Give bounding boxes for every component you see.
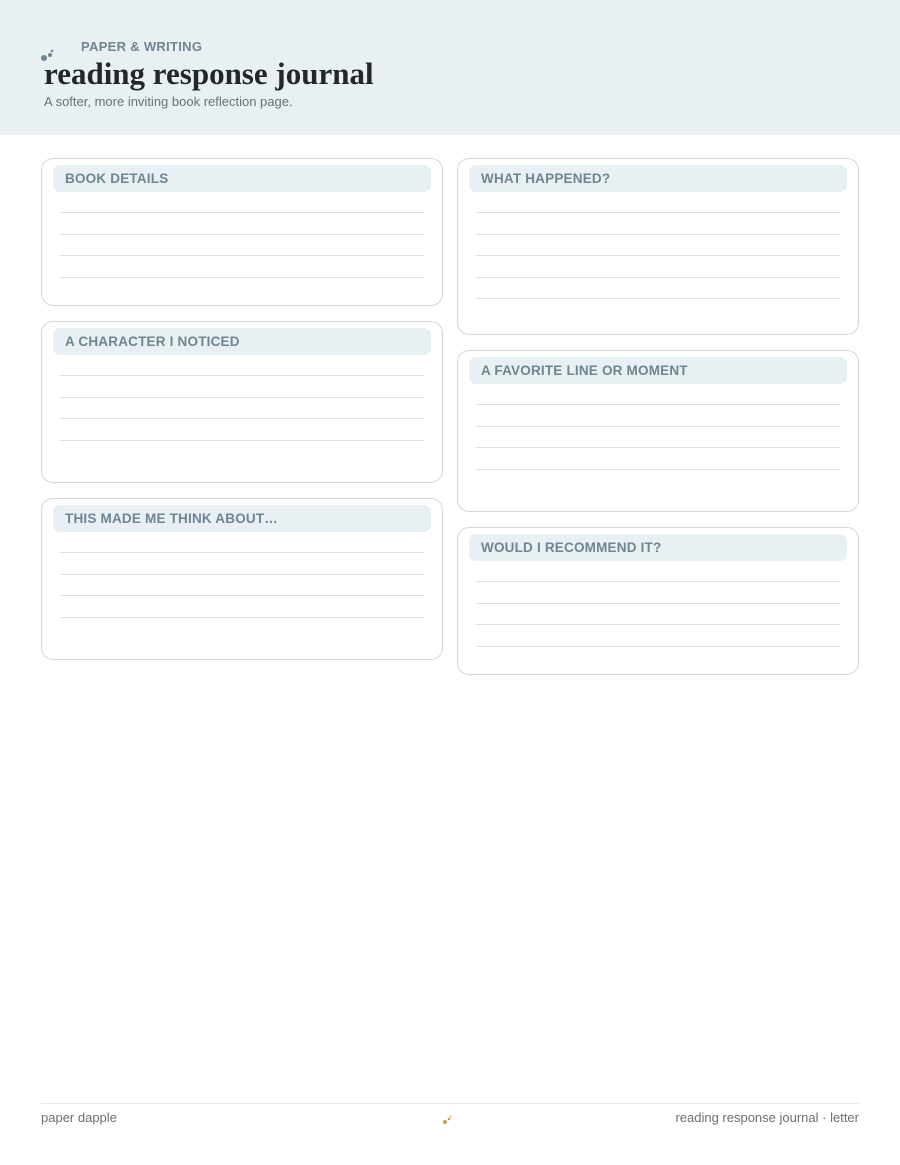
page-title: reading response journal bbox=[44, 56, 374, 91]
writing-line[interactable] bbox=[60, 575, 424, 597]
writing-line[interactable] bbox=[476, 427, 840, 449]
writing-line[interactable] bbox=[60, 532, 424, 553]
what-happened-card bbox=[457, 158, 859, 335]
writing-line[interactable] bbox=[476, 405, 840, 427]
writing-line[interactable] bbox=[476, 561, 840, 582]
card-heading: THIS MADE ME THINK ABOUT… bbox=[53, 505, 431, 532]
writing-line[interactable] bbox=[476, 192, 840, 213]
page-header bbox=[0, 0, 900, 135]
writing-lines[interactable] bbox=[469, 384, 847, 470]
writing-line[interactable] bbox=[476, 256, 840, 278]
writing-line[interactable] bbox=[60, 398, 424, 420]
card-heading: A CHARACTER I NOTICED bbox=[53, 328, 431, 355]
section-kicker: PAPER & WRITING bbox=[81, 39, 203, 54]
writing-line[interactable] bbox=[60, 235, 424, 257]
writing-line[interactable] bbox=[476, 278, 840, 300]
left-column bbox=[41, 158, 443, 675]
writing-lines[interactable] bbox=[53, 192, 431, 278]
card-heading: WOULD I RECOMMEND IT? bbox=[469, 534, 847, 561]
writing-line[interactable] bbox=[476, 625, 840, 647]
writing-lines[interactable] bbox=[53, 532, 431, 618]
writing-line[interactable] bbox=[60, 596, 424, 618]
writing-line[interactable] bbox=[476, 582, 840, 604]
footer-brand: paper dapple bbox=[41, 1110, 117, 1125]
favorite-line-card bbox=[457, 350, 859, 512]
page-subtitle: A softer, more inviting book reflection page. bbox=[44, 94, 293, 109]
writing-line[interactable] bbox=[476, 384, 840, 405]
writing-line[interactable] bbox=[60, 192, 424, 213]
writing-line[interactable] bbox=[60, 213, 424, 235]
card-heading: WHAT HAPPENED? bbox=[469, 165, 847, 192]
recommend-card bbox=[457, 527, 859, 675]
footer-doc-label: reading response journal · letter bbox=[675, 1110, 859, 1125]
writing-line[interactable] bbox=[60, 419, 424, 441]
book-details-card bbox=[41, 158, 443, 306]
writing-lines[interactable] bbox=[53, 355, 431, 441]
writing-line[interactable] bbox=[476, 448, 840, 470]
card-heading: A FAVORITE LINE OR MOMENT bbox=[469, 357, 847, 384]
card-heading: BOOK DETAILS bbox=[53, 165, 431, 192]
writing-line[interactable] bbox=[60, 256, 424, 278]
right-column bbox=[457, 158, 859, 690]
writing-line[interactable] bbox=[476, 604, 840, 626]
writing-line[interactable] bbox=[476, 235, 840, 257]
writing-line[interactable] bbox=[60, 553, 424, 575]
footer-dots-icon bbox=[442, 1115, 452, 1125]
character-card bbox=[41, 321, 443, 483]
writing-line[interactable] bbox=[60, 376, 424, 398]
think-about-card bbox=[41, 498, 443, 660]
footer-divider bbox=[41, 1103, 859, 1104]
writing-line[interactable] bbox=[476, 213, 840, 235]
writing-lines[interactable] bbox=[469, 561, 847, 647]
writing-lines[interactable] bbox=[469, 192, 847, 299]
writing-line[interactable] bbox=[60, 355, 424, 376]
